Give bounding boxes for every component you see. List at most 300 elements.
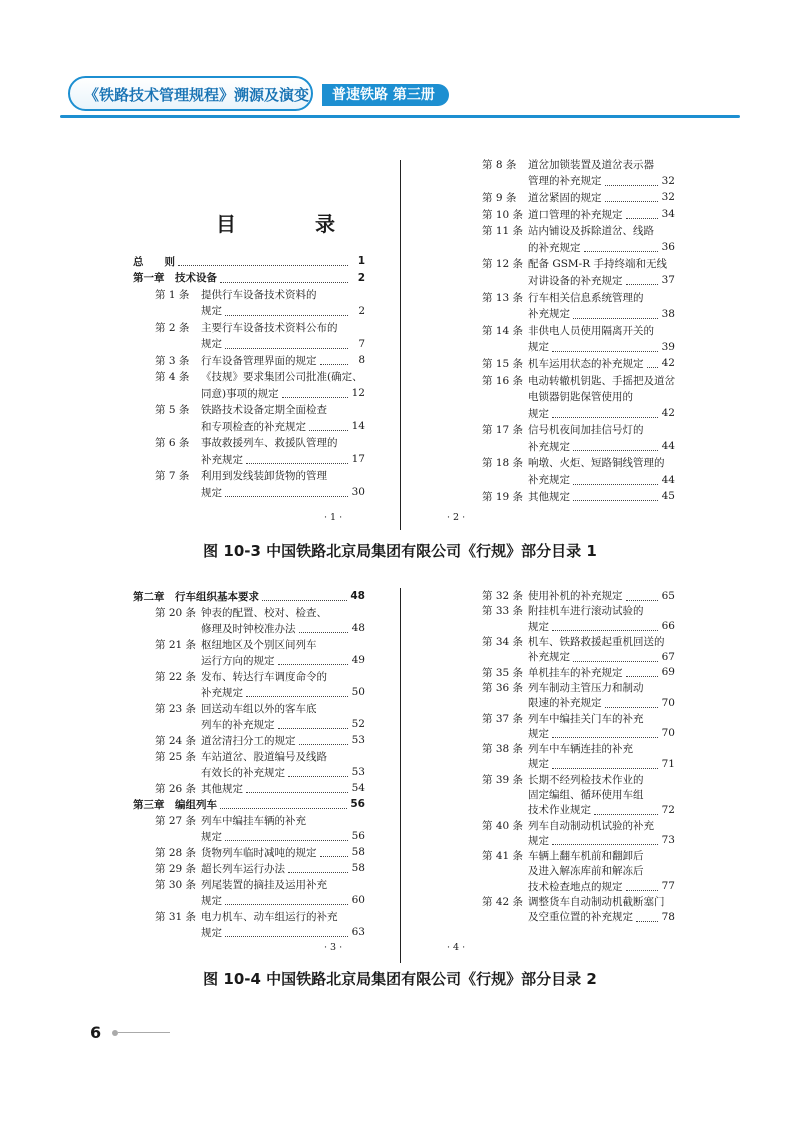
toc-entry-row	[460, 664, 675, 679]
toc-page-number: 36	[661, 241, 675, 254]
toc-entry-row	[460, 355, 675, 372]
toc-article-number: 第 20 条	[155, 606, 197, 619]
toc-article-number: 第 31 条	[155, 910, 197, 923]
toc-entry-row	[133, 652, 365, 668]
toc-entry-text: 规定	[528, 758, 549, 771]
toc-chapter-row	[133, 588, 365, 604]
toc-page-number: 60	[351, 894, 365, 906]
toc-leader-dots	[225, 487, 348, 497]
toc-article-number: 第 23 条	[155, 702, 197, 715]
toc-entry-row	[133, 418, 365, 435]
toc-leader-dots	[605, 192, 659, 202]
toc-page-number: 7	[358, 337, 365, 350]
toc-entry-text: 规定	[201, 926, 222, 939]
toc-article-number: 第 42 条	[482, 896, 524, 909]
toc-leader-dots	[552, 759, 658, 769]
toc-entry-text: 机车、铁路救援起重机回送的	[528, 636, 665, 649]
toc-chapter-row	[133, 253, 365, 270]
toc-leader-dots	[552, 408, 658, 418]
toc-leader-dots	[626, 591, 659, 601]
page-number: · 1 ·	[324, 512, 343, 523]
toc-entry-row	[133, 780, 365, 796]
toc-entry-text: 规定	[528, 834, 549, 847]
toc-page-number: 17	[351, 453, 365, 466]
toc-page-number: 42	[661, 407, 675, 420]
toc-page-number: 14	[351, 420, 365, 433]
toc-entry-row	[133, 812, 365, 828]
toc-entry-row	[460, 741, 675, 756]
figure2-column-divider	[400, 588, 401, 963]
toc-entry-text: 有效长的补充规定	[201, 766, 285, 779]
toc-page-number: 2	[358, 304, 365, 317]
toc-entry-text: 及进入解冻库前和解冻后	[528, 865, 644, 878]
toc-page-number: 8	[358, 354, 365, 367]
toc-entry-row	[133, 319, 365, 336]
toc-entry-text: 单机挂车的补充规定	[528, 666, 623, 679]
toc-entry-text: 道岔加锁装置及道岔表示器	[528, 158, 654, 171]
toc-page-number: 38	[661, 307, 675, 320]
toc-entry-row	[133, 860, 365, 876]
toc-leader-dots	[573, 652, 658, 662]
toc-entry-text: 调整货车自动制动机截断塞门	[528, 896, 665, 909]
toc-article-number: 第 33 条	[482, 605, 524, 618]
toc-entry-text: 车站道岔、股道编号及线路	[201, 750, 327, 763]
toc-page-number: 70	[661, 696, 675, 709]
toc-article-number: 第 21 条	[155, 638, 197, 651]
toc-page-number: 53	[351, 734, 365, 746]
toc-article-number: 第 15 条	[482, 357, 524, 370]
toc-page-number: 77	[661, 880, 675, 893]
toc-page-number: 58	[351, 846, 365, 858]
toc-entry-text: 运行方向的规定	[201, 654, 275, 667]
toc-article-number: 第 8 条	[482, 158, 517, 171]
toc-article-number: 第 12 条	[482, 258, 524, 271]
figure2-caption: 图 10-4 中国铁路北京局集团有限公司《行规》部分目录 2	[203, 970, 597, 988]
toc-article-number: 第 39 条	[482, 773, 524, 786]
toc-leader-dots	[626, 881, 659, 891]
toc-chapter-label: 总 则	[133, 255, 175, 268]
toc-leader-dots	[299, 735, 349, 745]
toc-entry-row	[460, 695, 675, 710]
toc-entry-text: 的补充规定	[528, 241, 581, 254]
figure1-left-column	[133, 253, 365, 501]
toc-article-number: 第 19 条	[482, 490, 524, 503]
toc-page-number: 69	[661, 666, 675, 679]
toc-entry-text: 规定	[201, 830, 222, 843]
toc-entry-text: 机车运用状态的补充规定	[528, 357, 644, 370]
toc-entry-text: 电力机车、动车组运行的补充	[201, 910, 338, 923]
toc-article-number: 第 37 条	[482, 712, 524, 725]
toc-leader-dots	[246, 687, 348, 697]
toc-entry-row	[133, 764, 365, 780]
toc-entry-text: 提供行车设备技术资料的	[201, 288, 317, 301]
toc-entry-row	[460, 756, 675, 771]
toc-leader-dots	[299, 623, 349, 633]
toc-leader-dots	[220, 273, 348, 283]
toc-entry-text: 技术作业规定	[528, 804, 591, 817]
toc-entry-row	[133, 402, 365, 419]
toc-leader-dots	[626, 209, 659, 219]
toc-page-number: 63	[351, 926, 365, 938]
toc-entry-row	[133, 369, 365, 386]
toc-article-number: 第 11 条	[482, 225, 524, 238]
toc-entry-row	[460, 894, 675, 909]
toc-page-number: 49	[351, 654, 365, 666]
toc-article-number: 第 22 条	[155, 670, 197, 683]
toc-entry-text: 超长列车运行办法	[201, 862, 285, 875]
toc-entry-row	[133, 468, 365, 485]
toc-page-number: 78	[661, 910, 675, 923]
toc-leader-dots	[626, 667, 659, 677]
toc-leader-dots	[278, 655, 349, 665]
toc-leader-dots	[552, 621, 658, 631]
toc-entry-row	[460, 879, 675, 894]
toc-entry-row	[133, 892, 365, 908]
page-number: · 2 ·	[447, 512, 466, 523]
toc-page-number: 50	[351, 686, 365, 698]
toc-entry-text: 限速的补充规定	[528, 697, 602, 710]
toc-page-number: 12	[351, 387, 365, 400]
toc-article-number: 第 34 条	[482, 636, 524, 649]
toc-article-number: 第 27 条	[155, 814, 197, 827]
toc-entry-text: 其他规定	[528, 490, 570, 503]
toc-entry-row	[133, 286, 365, 303]
toc-leader-dots	[552, 835, 658, 845]
toc-entry-row	[133, 604, 365, 620]
toc-entry-row	[133, 876, 365, 892]
toc-page-number: 37	[661, 274, 675, 287]
toc-leader-dots	[552, 728, 658, 738]
toc-entry-row	[133, 908, 365, 924]
toc-entry-row	[133, 700, 365, 716]
toc-entry-row	[133, 748, 365, 764]
toc-article-number: 第 6 条	[155, 437, 190, 450]
toc-entry-row	[460, 833, 675, 848]
toc-entry-row	[133, 620, 365, 636]
page-number: · 3 ·	[324, 942, 343, 953]
toc-article-number: 第 40 条	[482, 819, 524, 832]
toc-entry-row	[460, 455, 675, 472]
toc-article-number: 第 32 条	[482, 590, 524, 603]
toc-page-number: 45	[661, 490, 675, 503]
toc-leader-dots	[320, 847, 349, 857]
toc-leader-dots	[225, 339, 348, 349]
toc-page-number: 52	[351, 718, 365, 730]
toc-article-number: 第 30 条	[155, 878, 197, 891]
toc-entry-row	[133, 844, 365, 860]
toc-leader-dots	[282, 388, 348, 398]
toc-leader-dots	[246, 454, 348, 464]
toc-entry-row	[133, 684, 365, 700]
toc-entry-text: 列车制动主管压力和制动	[528, 681, 644, 694]
toc-leader-dots	[278, 719, 349, 729]
toc-entry-row	[460, 322, 675, 339]
toc-entry-row	[460, 817, 675, 832]
toc-entry-text: 电动转辙机钥匙、手摇把及道岔	[528, 374, 675, 387]
toc-entry-row	[460, 863, 675, 878]
toc-entry-text: 规定	[528, 727, 549, 740]
toc-leader-dots	[605, 176, 659, 186]
toc-page-number: 32	[661, 191, 675, 204]
toc-entry-row	[133, 636, 365, 652]
toc-entry-text: 货物列车临时减吨的规定	[201, 846, 317, 859]
toc-article-number: 第 4 条	[155, 371, 190, 384]
toc-entry-row	[460, 909, 675, 924]
toc-article-number: 第 7 条	[155, 470, 190, 483]
toc-entry-row	[460, 649, 675, 664]
toc-article-number: 第 18 条	[482, 457, 524, 470]
toc-title: 目 录	[216, 212, 371, 236]
toc-entry-text: 行车设备管理界面的规定	[201, 354, 317, 367]
toc-entry-text: 信号机夜间加挂信号灯的	[528, 424, 644, 437]
toc-page-number: 73	[661, 834, 675, 847]
toc-chapter-label: 第一章 技术设备	[133, 272, 217, 285]
toc-article-number: 第 3 条	[155, 354, 190, 367]
toc-article-number: 第 24 条	[155, 734, 197, 747]
toc-page-number: 34	[661, 208, 675, 221]
toc-page-number: 54	[351, 782, 365, 794]
toc-entry-row	[460, 471, 675, 488]
folio-rule	[118, 1032, 170, 1033]
toc-entry-text: 规定	[528, 341, 549, 354]
toc-entry-row	[460, 488, 675, 505]
toc-entry-text: 规定	[201, 486, 222, 499]
toc-entry-text: 修理及时钟校准办法	[201, 622, 296, 635]
toc-leader-dots	[605, 698, 659, 708]
toc-entry-text: 列车中编挂车辆的补充	[201, 814, 306, 827]
toc-leader-dots	[220, 799, 347, 809]
toc-article-number: 第 14 条	[482, 324, 524, 337]
toc-entry-row	[133, 484, 365, 501]
toc-page-number: 2	[357, 271, 365, 284]
toc-entry-row	[460, 156, 675, 173]
toc-entry-text: 附挂机车进行滚动试验的	[528, 605, 644, 618]
toc-entry-text: 对讲设备的补充规定	[528, 274, 623, 287]
toc-leader-dots	[573, 441, 658, 451]
toc-chapter-label: 第二章 行车组织基本要求	[133, 590, 259, 603]
toc-page-number: 65	[661, 589, 675, 602]
toc-leader-dots	[573, 309, 658, 319]
toc-page-number: 48	[350, 590, 365, 602]
toc-article-number: 第 35 条	[482, 666, 524, 679]
toc-leader-dots	[225, 831, 348, 841]
toc-entry-text: 规定	[201, 894, 222, 907]
toc-entry-text: 站内铺设及拆除道岔、线路	[528, 225, 654, 238]
toc-entry-row	[460, 272, 675, 289]
toc-page-number: 66	[661, 620, 675, 633]
toc-leader-dots	[320, 355, 349, 365]
toc-page-number: 48	[351, 622, 365, 634]
toc-entry-row	[133, 924, 365, 940]
toc-entry-row	[460, 802, 675, 817]
toc-entry-row	[460, 710, 675, 725]
toc-leader-dots	[288, 767, 348, 777]
toc-entry-text: 铁路技术设备定期全面检查	[201, 404, 327, 417]
toc-chapter-label: 第三章 编组列车	[133, 798, 217, 811]
toc-page-number: 70	[661, 727, 675, 740]
figure2-right-column	[460, 588, 675, 925]
toc-entry-text: 管理的补充规定	[528, 175, 602, 188]
volume-tab: 普速铁路 第三册	[322, 84, 449, 106]
toc-entry-text: 长期不经列检技术作业的	[528, 773, 644, 786]
toc-entry-text: 配备 GSM-R 手持终端和无线	[528, 258, 667, 271]
toc-entry-row	[460, 680, 675, 695]
toc-entry-row	[133, 352, 365, 369]
toc-entry-row	[460, 222, 675, 239]
toc-entry-text: 固定编组、循环使用车组	[528, 789, 644, 801]
toc-entry-text: 列车的补充规定	[201, 718, 275, 731]
toc-leader-dots	[636, 912, 658, 922]
toc-leader-dots	[573, 475, 658, 485]
toc-leader-dots	[288, 863, 348, 873]
toc-leader-dots	[584, 242, 659, 252]
toc-entry-row	[460, 305, 675, 322]
toc-page-number: 53	[351, 766, 365, 778]
toc-chapter-row	[133, 796, 365, 812]
figure1-column-divider	[400, 160, 401, 530]
toc-entry-text: 列车自动制动机试验的补充	[528, 819, 654, 832]
toc-entry-text: 列尾装置的摘挂及运用补充	[201, 878, 327, 891]
toc-leader-dots	[626, 275, 659, 285]
toc-article-number: 第 38 条	[482, 743, 524, 756]
toc-entry-text: 道岔清扫分工的规定	[201, 734, 296, 747]
toc-article-number: 第 1 条	[155, 288, 190, 301]
toc-entry-text: 同意)事项的规定	[201, 387, 279, 400]
toc-page-number: 71	[661, 757, 675, 770]
page-number: · 4 ·	[447, 942, 466, 953]
toc-entry-text: 使用补机的补充规定	[528, 590, 623, 603]
toc-chapter-row	[133, 270, 365, 287]
toc-leader-dots	[246, 783, 348, 793]
toc-entry-text: 补充规定	[201, 686, 243, 699]
toc-article-number: 第 25 条	[155, 750, 197, 763]
toc-entry-text: 道岔紧固的规定	[528, 191, 602, 204]
toc-article-number: 第 16 条	[482, 374, 524, 387]
toc-entry-row	[460, 634, 675, 649]
toc-entry-text: 补充规定	[528, 651, 570, 664]
toc-entry-text: 补充规定	[528, 474, 570, 487]
toc-entry-text: 列车中编挂关门车的补充	[528, 712, 644, 725]
toc-leader-dots	[225, 306, 348, 316]
toc-entry-text: 利用到发线装卸货物的管理	[201, 470, 327, 483]
toc-entry-row	[460, 848, 675, 863]
toc-entry-text: 钟表的配置、校对、检查、	[201, 606, 327, 619]
toc-entry-row	[460, 256, 675, 273]
toc-entry-row	[133, 732, 365, 748]
toc-entry-row	[460, 726, 675, 741]
toc-entry-row	[133, 385, 365, 402]
toc-entry-row	[460, 339, 675, 356]
toc-entry-row	[460, 239, 675, 256]
toc-article-number: 第 17 条	[482, 424, 524, 437]
toc-page-number: 42	[661, 357, 675, 370]
toc-entry-row	[133, 303, 365, 320]
toc-entry-text: 补充规定	[201, 453, 243, 466]
toc-entry-row	[460, 787, 675, 802]
toc-page-number: 58	[351, 862, 365, 874]
toc-entry-row	[133, 435, 365, 452]
toc-entry-row	[460, 588, 675, 603]
toc-leader-dots	[573, 491, 658, 501]
toc-entry-text: 及空重位置的补充规定	[528, 911, 633, 924]
toc-page-number: 44	[661, 473, 675, 486]
toc-article-number: 第 36 条	[482, 681, 524, 694]
toc-entry-row	[133, 716, 365, 732]
toc-entry-row	[460, 189, 675, 206]
toc-entry-text: 和专项检查的补充规定	[201, 420, 306, 433]
toc-leader-dots	[552, 342, 658, 352]
toc-entry-text: 事故救援列车、救援队管理的	[201, 437, 338, 450]
folio-number: 6	[90, 1023, 102, 1042]
toc-entry-text: 响墩、火炬、短路铜线管理的	[528, 457, 665, 470]
toc-entry-row	[460, 772, 675, 787]
toc-page-number: 1	[357, 255, 365, 268]
toc-entry-text: 技术检查地点的规定	[528, 880, 623, 893]
book-title: 《铁路技术管理规程》溯源及演变	[84, 86, 310, 104]
toc-entry-text: 规定	[528, 407, 549, 420]
toc-page-number: 44	[661, 440, 675, 453]
toc-entry-row	[133, 336, 365, 353]
toc-entry-text: 行车相关信息系统管理的	[528, 291, 644, 304]
toc-entry-row	[460, 289, 675, 306]
toc-article-number: 第 10 条	[482, 208, 524, 221]
toc-entry-row	[460, 388, 675, 405]
toc-entry-row	[460, 438, 675, 455]
header-rule	[60, 115, 740, 118]
toc-page-number: 39	[661, 340, 675, 353]
toc-article-number: 第 9 条	[482, 191, 517, 204]
toc-entry-row	[133, 451, 365, 468]
toc-entry-row	[460, 405, 675, 422]
toc-page-number: 32	[661, 174, 675, 187]
toc-entry-text: 补充规定	[528, 308, 570, 321]
toc-entry-row	[460, 372, 675, 389]
toc-page-number: 30	[351, 486, 365, 499]
toc-entry-row	[460, 173, 675, 190]
toc-article-number: 第 13 条	[482, 291, 524, 304]
toc-entry-text: 电锁器钥匙保管使用的	[528, 391, 633, 404]
toc-article-number: 第 28 条	[155, 846, 197, 859]
toc-entry-text: 主要行车设备技术资料公布的	[201, 321, 338, 334]
toc-article-number: 第 2 条	[155, 321, 190, 334]
toc-article-number: 第 5 条	[155, 404, 190, 417]
toc-page-number: 56	[350, 798, 365, 810]
toc-entry-text: 发布、转达行车调度命令的	[201, 670, 327, 683]
toc-entry-text: 车辆上翻车机前和翻卸后	[528, 850, 644, 863]
toc-leader-dots	[309, 421, 348, 431]
toc-article-number: 第 26 条	[155, 782, 197, 795]
toc-entry-row	[133, 668, 365, 684]
toc-entry-row	[460, 619, 675, 634]
toc-entry-row	[460, 422, 675, 439]
toc-entry-row	[460, 206, 675, 223]
figure1-right-column	[460, 156, 675, 504]
toc-entry-text: 其他规定	[201, 782, 243, 795]
toc-leader-dots	[225, 927, 348, 937]
toc-entry-text: 《技规》要求集团公司批准(确定、	[201, 371, 363, 384]
toc-leader-dots	[178, 256, 348, 266]
toc-entry-row	[133, 828, 365, 844]
toc-entry-row	[460, 603, 675, 618]
toc-page-number: 72	[661, 803, 675, 816]
toc-entry-text: 规定	[201, 338, 222, 351]
toc-leader-dots	[594, 805, 658, 815]
toc-entry-text: 列车中车辆连挂的补充	[528, 743, 633, 756]
figure1-caption: 图 10-3 中国铁路北京局集团有限公司《行规》部分目录 1	[203, 542, 597, 560]
folio-dot	[112, 1030, 118, 1036]
toc-leader-dots	[225, 895, 348, 905]
toc-leader-dots	[262, 591, 347, 601]
